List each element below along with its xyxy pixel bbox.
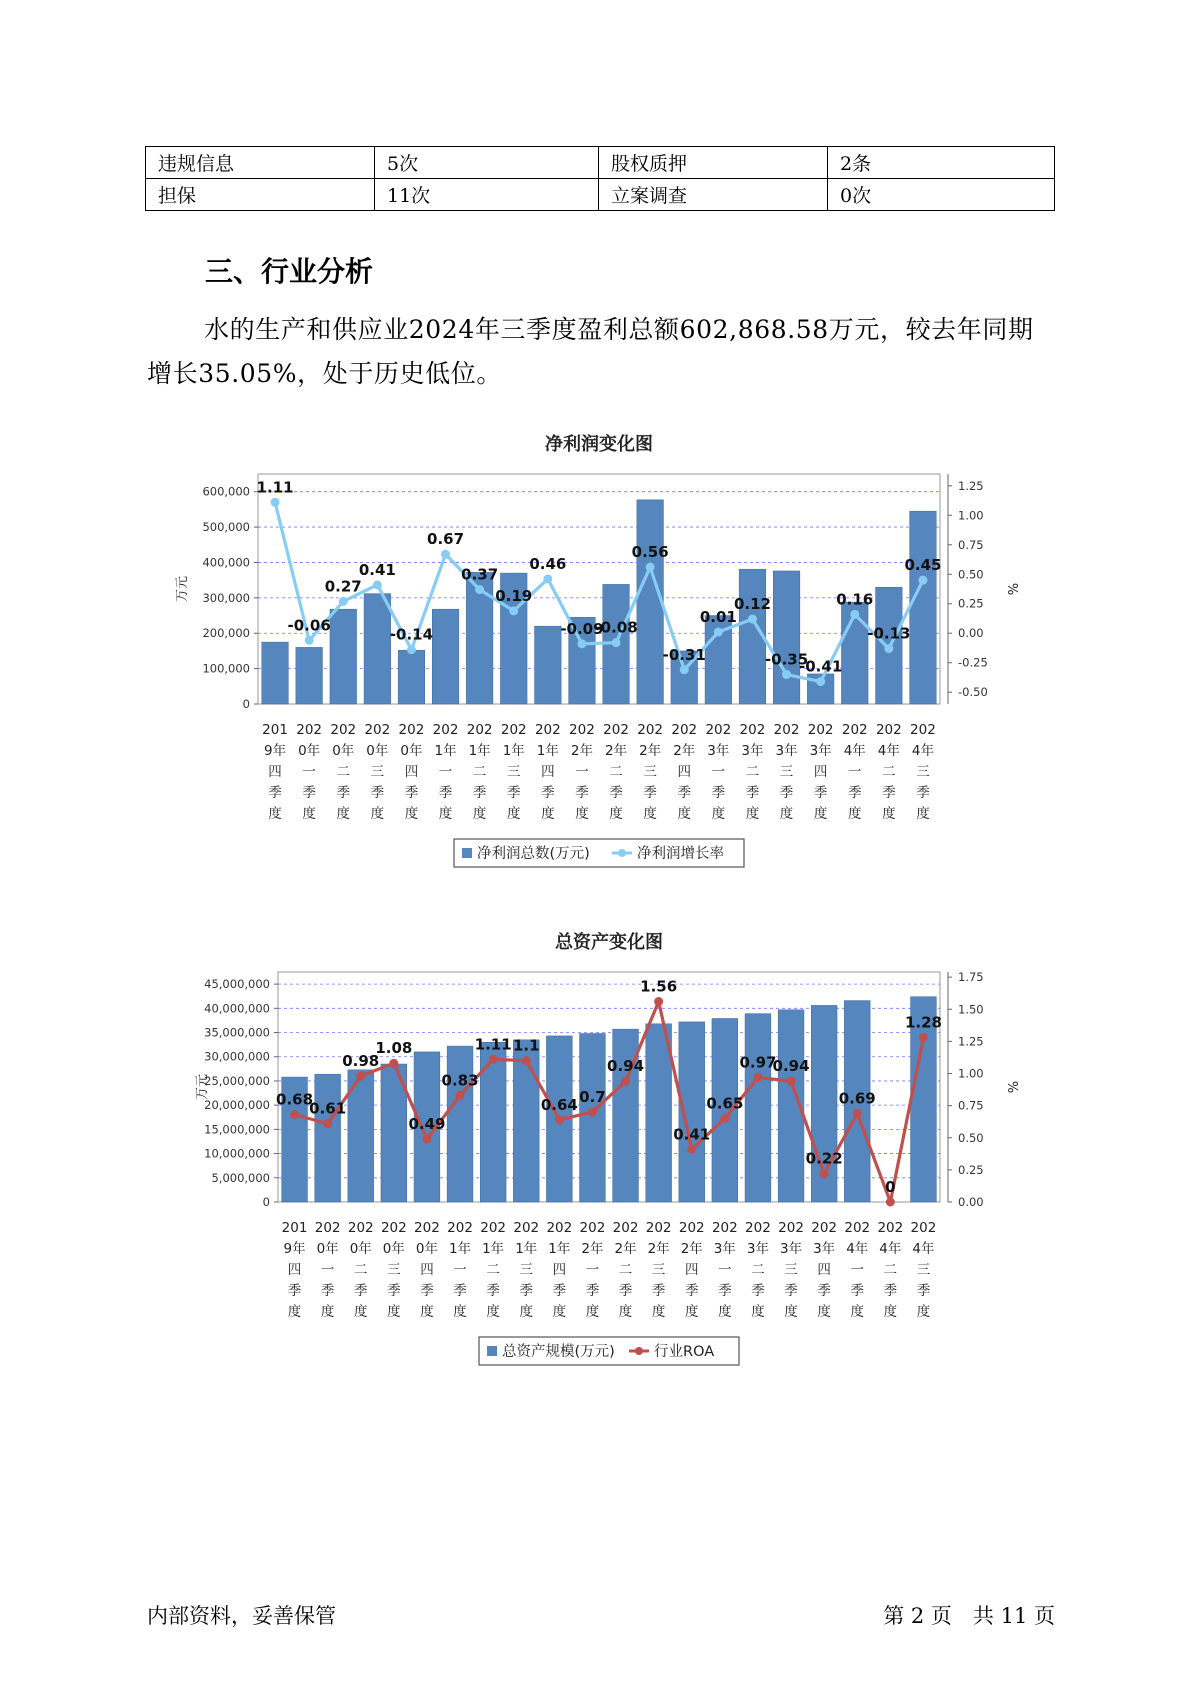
y-tick-label-right: 0.25 [958, 596, 984, 611]
table-cell-label: 股权质押 [599, 147, 828, 179]
x-tick-label: 202 4年二季度 [875, 722, 902, 822]
data-label: -0.14 [389, 625, 434, 644]
x-tick-label: 202 3年四季度 [807, 722, 834, 822]
bar [773, 571, 800, 704]
line-point [356, 1072, 365, 1081]
data-label: 0.41 [358, 560, 396, 579]
y-tick-label-left: 5,000,000 [211, 1170, 270, 1185]
line-point [612, 638, 621, 647]
data-label: -0.13 [867, 624, 911, 643]
data-label: 0.19 [495, 586, 533, 605]
y-tick-label-left: 40,000,000 [204, 1001, 270, 1016]
line-point [290, 1110, 299, 1119]
legend-label: 净利润增长率 [637, 846, 724, 862]
x-tick-label: 202 2年一季度 [569, 722, 595, 822]
line-point [389, 1059, 398, 1068]
y-tick-label-right: 0.50 [958, 567, 984, 582]
y-tick-label-right: 1.25 [958, 478, 984, 493]
bar [535, 626, 562, 704]
y-tick-label-left: 0 [262, 1195, 270, 1209]
x-tick-label: 201 9年四季度 [262, 722, 288, 822]
x-tick-label: 202 4年一季度 [841, 722, 868, 822]
footer-confidential: 内部资料，妥善保管 [147, 1604, 336, 1628]
data-label: 0.46 [529, 554, 567, 573]
x-tick-label: 202 0年二季度 [330, 722, 357, 822]
data-label: -0.41 [799, 657, 843, 676]
data-label: -0.31 [662, 645, 706, 664]
x-tick-label: 202 1年一季度 [447, 1220, 473, 1320]
table-cell-label: 违规信息 [146, 147, 375, 179]
data-label: 1.11 [474, 1035, 512, 1054]
y-tick-label-right: 0.50 [958, 1130, 984, 1145]
data-label: 0.22 [805, 1149, 843, 1168]
line-point [787, 1077, 796, 1086]
section-paragraph: 水的生产和供应业2024年三季度盈利总额602,868.58万元，较去年同期增长35.05%，处于历史低位。 [147, 315, 1034, 388]
line-point [853, 1109, 862, 1118]
line-point [323, 1119, 332, 1128]
x-tick-label: 202 2年四季度 [678, 1220, 705, 1320]
y-tick-label-left: 25,000,000 [204, 1073, 270, 1088]
y-tick-label-left: 10,000,000 [204, 1146, 270, 1161]
y-tick-label-left: 30,000,000 [204, 1049, 270, 1064]
total-assets-chart [0, 926, 1191, 1386]
y-tick-label-left: 200,000 [202, 626, 250, 641]
y-axis-label-right: % [1004, 582, 1019, 596]
data-label: 0.56 [631, 543, 669, 562]
line-point [919, 1033, 928, 1042]
x-tick-label: 202 4年二季度 [877, 1220, 904, 1320]
line-point [782, 670, 791, 679]
section-heading: 三、行业分析 [205, 255, 374, 288]
data-label: 0.65 [706, 1094, 744, 1113]
x-tick-label: 202 3年一季度 [711, 1220, 738, 1320]
line-point [543, 574, 552, 583]
data-label: 1.08 [375, 1039, 413, 1058]
data-label: 0.69 [838, 1089, 876, 1108]
line-point [886, 1198, 895, 1207]
data-label: 0.49 [408, 1115, 446, 1134]
y-tick-label-right: 1.00 [958, 508, 984, 523]
net-profit-chart [0, 428, 1191, 888]
data-label: 0.16 [836, 590, 874, 609]
line-point [475, 585, 484, 594]
line-point [680, 665, 689, 674]
line-point [748, 615, 757, 624]
footer-page-number: 第 2 页 共 11 页 [883, 1604, 1055, 1628]
y-axis-label-right: % [1004, 1080, 1019, 1094]
y-tick-label-left: 600,000 [202, 484, 250, 499]
line-point [555, 1115, 564, 1124]
line-point [271, 498, 280, 507]
data-label: -0.06 [287, 616, 331, 635]
x-tick-label: 202 0年一季度 [314, 1220, 341, 1320]
y-tick-label-left: 0 [242, 697, 250, 711]
x-tick-label: 202 2年三季度 [645, 1220, 672, 1320]
bar [330, 609, 357, 704]
line-point [714, 628, 723, 637]
bar [745, 1014, 771, 1202]
data-label: 1.1 [512, 1036, 540, 1055]
data-label: 1.28 [904, 1013, 942, 1032]
y-tick-label-right: 0.25 [958, 1162, 984, 1177]
x-tick-label: 202 0年二季度 [347, 1220, 374, 1320]
data-label: 0.7 [579, 1088, 606, 1107]
info-table [145, 146, 1055, 211]
data-label: -0.09 [560, 619, 604, 638]
y-tick-label-right: 0.00 [958, 626, 984, 641]
y-tick-label-left: 15,000,000 [204, 1122, 270, 1137]
line-point [884, 644, 893, 653]
legend-swatch-point [618, 849, 626, 857]
bar [296, 647, 323, 704]
data-label: 1.11 [256, 478, 294, 497]
table-cell-label: 担保 [146, 179, 375, 211]
data-label: -0.35 [764, 650, 809, 669]
line-point [850, 610, 859, 619]
bar [398, 650, 425, 704]
chart-title: 净利润变化图 [545, 434, 653, 455]
line-point [577, 639, 586, 648]
x-tick-label: 202 2年二季度 [603, 722, 629, 822]
legend-label: 总资产规模(万元) [502, 1344, 615, 1360]
x-tick-label: 202 3年二季度 [739, 722, 766, 822]
data-label: 0.01 [699, 608, 737, 627]
y-tick-label-left: 100,000 [202, 661, 250, 676]
table-cell-value: 0次 [828, 179, 1055, 211]
bar [364, 594, 391, 704]
x-tick-label: 202 1年一季度 [432, 722, 459, 822]
line-point [422, 1135, 431, 1144]
y-axis-label-left: 万元 [175, 575, 190, 603]
line-point [456, 1091, 465, 1100]
line-point [407, 645, 416, 654]
y-tick-label-right: 0.00 [958, 1195, 984, 1209]
bar [262, 642, 289, 704]
x-tick-label: 202 0年三季度 [380, 1220, 407, 1320]
bar [637, 500, 664, 704]
data-label: 0.67 [427, 530, 465, 549]
data-label: 0.94 [607, 1057, 645, 1076]
bar [432, 609, 459, 704]
bar [447, 1046, 473, 1202]
data-label: -0.08 [594, 618, 638, 637]
data-label: 0.83 [441, 1071, 479, 1090]
data-label: 0.12 [733, 595, 771, 614]
line-point [820, 1169, 829, 1178]
x-tick-label: 202 1年四季度 [546, 1220, 573, 1320]
table-cell-value: 2条 [828, 147, 1055, 179]
y-tick-label-right: 0.75 [958, 537, 984, 552]
table-cell-value: 5次 [375, 147, 599, 179]
data-label: 1.56 [640, 977, 678, 996]
x-tick-label: 202 0年一季度 [296, 722, 323, 822]
x-tick-label: 202 2年三季度 [637, 722, 664, 822]
bar [480, 1042, 506, 1202]
line-point [489, 1055, 498, 1064]
y-tick-label-left: 300,000 [202, 590, 250, 605]
line-point [687, 1145, 696, 1154]
data-label: 0.27 [324, 577, 362, 596]
x-tick-label: 202 2年二季度 [612, 1220, 639, 1320]
x-tick-label: 202 4年三季度 [910, 1220, 937, 1320]
y-tick-label-right: 0.75 [958, 1098, 984, 1113]
bar [910, 511, 937, 704]
line-point [646, 563, 655, 572]
table-row [146, 147, 1055, 179]
y-tick-label-right: 1.50 [958, 1002, 984, 1017]
y-tick-label-right: 1.75 [958, 970, 984, 985]
line-point [441, 550, 450, 559]
x-tick-label: 202 3年三季度 [778, 1220, 804, 1320]
x-tick-label: 202 0年四季度 [398, 722, 425, 822]
data-label: 0.97 [739, 1053, 777, 1072]
x-tick-label: 202 1年四季度 [534, 722, 561, 822]
line-point [305, 636, 314, 645]
data-label: 0.64 [540, 1095, 578, 1114]
y-tick-label-left: 45,000,000 [204, 977, 270, 992]
y-tick-label-left: 400,000 [202, 555, 250, 570]
line-point [621, 1077, 630, 1086]
legend-swatch-point [635, 1347, 643, 1355]
bar [613, 1029, 639, 1202]
data-label: 0.45 [904, 556, 942, 575]
line-point [373, 580, 382, 589]
y-tick-label-left: 20,000,000 [204, 1098, 270, 1113]
x-tick-label: 202 1年三季度 [513, 1220, 540, 1320]
line-point [753, 1073, 762, 1082]
x-tick-label: 202 3年一季度 [705, 722, 732, 822]
data-label: 0.37 [461, 565, 499, 584]
x-tick-label: 202 4年三季度 [910, 722, 936, 822]
data-label: 0.68 [276, 1090, 314, 1109]
y-tick-label-left: 35,000,000 [204, 1025, 270, 1040]
x-tick-label: 202 0年三季度 [364, 722, 391, 822]
data-label: 0.41 [673, 1125, 711, 1144]
y-tick-label-right: -0.50 [958, 685, 988, 700]
y-axis-label-left: 万元 [195, 1073, 210, 1101]
line-point [918, 576, 927, 585]
line-point [522, 1056, 531, 1065]
y-tick-label-right: 1.00 [958, 1066, 984, 1081]
data-label: 0 [885, 1178, 896, 1196]
x-tick-label: 202 4年一季度 [844, 1220, 871, 1320]
legend-label: 净利润总数(万元) [477, 846, 590, 862]
x-tick-label: 202 2年一季度 [579, 1220, 606, 1320]
x-tick-label: 202 3年三季度 [773, 722, 800, 822]
x-tick-label: 202 3年二季度 [745, 1220, 771, 1320]
line-point [339, 597, 348, 606]
data-label: 0.98 [342, 1052, 380, 1071]
legend-swatch-bar [487, 1346, 497, 1356]
y-tick-label-right: 1.25 [958, 1034, 984, 1049]
data-label: 0.61 [309, 1099, 347, 1118]
x-tick-label: 202 1年三季度 [500, 722, 527, 822]
table-row [146, 179, 1055, 211]
legend-swatch-bar [462, 848, 472, 858]
y-tick-label-right: -0.25 [958, 655, 988, 670]
x-tick-label: 201 9年四季度 [281, 1220, 308, 1320]
bar [580, 1033, 606, 1202]
bar [315, 1074, 341, 1202]
data-label: 0.94 [772, 1057, 810, 1076]
line-point [816, 677, 825, 686]
line-point [654, 997, 663, 1006]
x-tick-label: 202 0年四季度 [414, 1220, 440, 1320]
x-tick-label: 202 2年四季度 [671, 722, 698, 822]
legend-label: 行业ROA [654, 1344, 715, 1360]
bar [646, 1024, 672, 1202]
line-point [509, 606, 518, 615]
table-cell-label: 立案调查 [599, 179, 828, 211]
x-tick-label: 202 3年四季度 [811, 1220, 838, 1320]
table-cell-value: 11次 [375, 179, 599, 211]
x-tick-label: 202 1年二季度 [466, 722, 493, 822]
y-tick-label-left: 500,000 [202, 520, 250, 535]
chart-title: 总资产变化图 [555, 932, 663, 953]
x-tick-label: 202 1年二季度 [480, 1220, 507, 1320]
line-point [588, 1108, 597, 1117]
line-point [720, 1114, 729, 1123]
